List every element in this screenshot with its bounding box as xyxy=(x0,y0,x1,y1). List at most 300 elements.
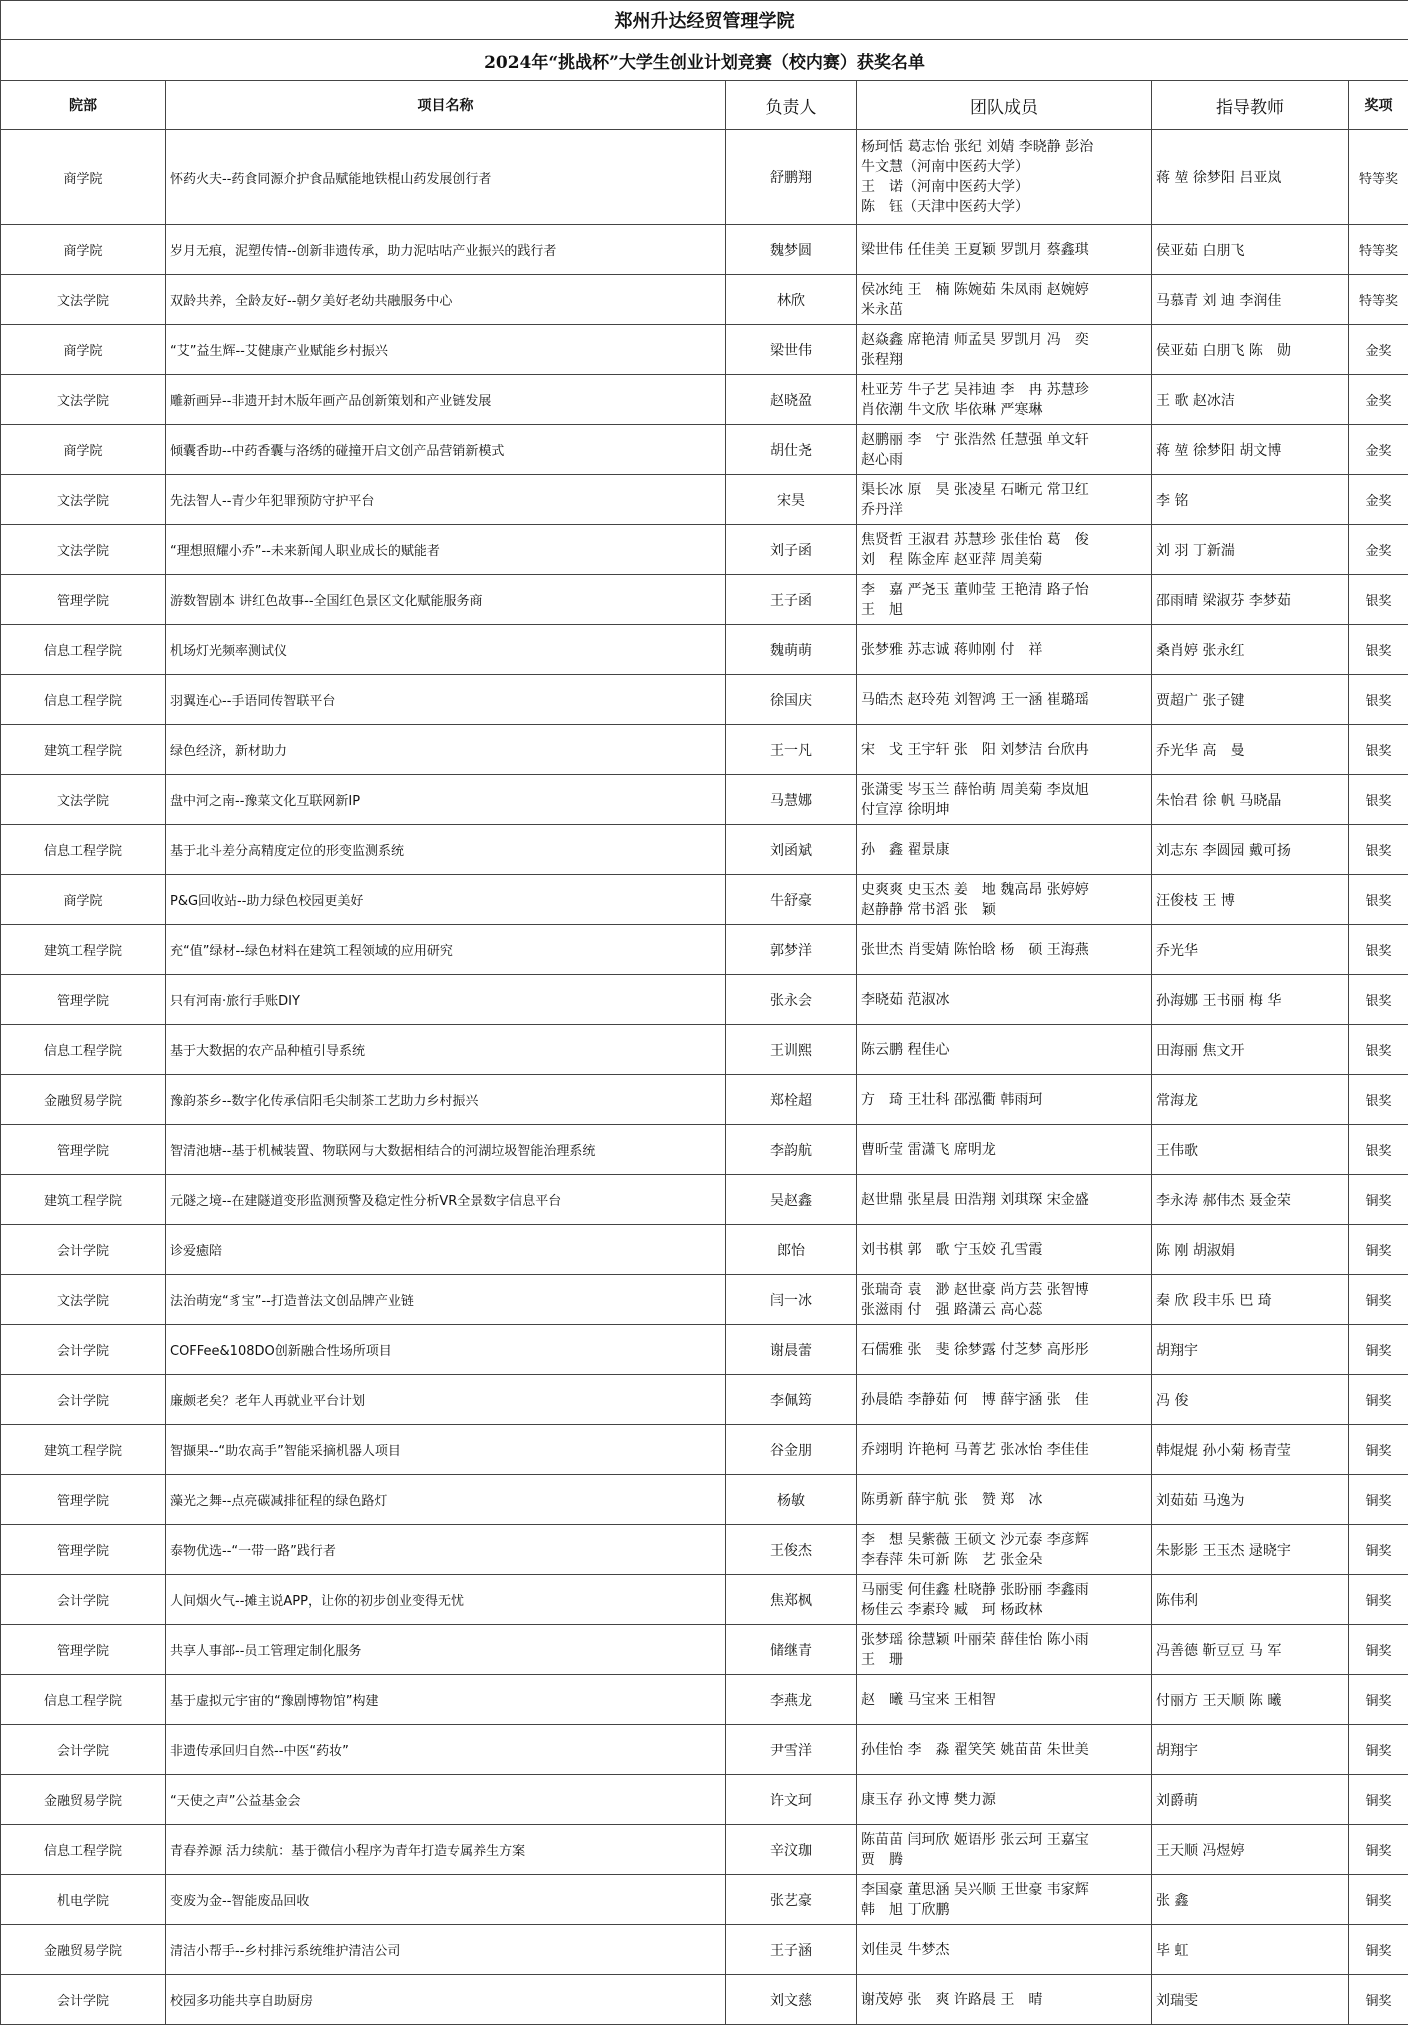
cell-team xyxy=(857,525,1152,575)
team-line: 王 诺（河南中医药大学） xyxy=(861,177,1147,197)
cell-project: 雕新画异--非遗开封木版年画产品创新策划和产业链发展 xyxy=(166,375,726,425)
table-row xyxy=(1,1275,1408,1325)
cell-dept: 信息工程学院 xyxy=(1,675,166,725)
cell-dept: 管理学院 xyxy=(1,1475,166,1525)
header-advisor: 指导教师 xyxy=(1152,81,1349,130)
table-row xyxy=(1,1075,1408,1125)
cell-dept: 信息工程学院 xyxy=(1,625,166,675)
cell-advisor: 桑肖婷 张永红 xyxy=(1152,625,1349,675)
team-line: 肖依潮 牛文欣 毕依琳 严寒琳 xyxy=(861,400,1147,420)
cell-dept: 信息工程学院 xyxy=(1,1025,166,1075)
cell-team xyxy=(857,875,1152,925)
cell-award: 特等奖 xyxy=(1349,275,1408,325)
cell-project: “理想照耀小乔”--未来新闻人职业成长的赋能者 xyxy=(166,525,726,575)
team-line: 宋 戈 王宇轩 张 阳 刘梦洁 台欣冉 xyxy=(861,740,1147,760)
cell-team xyxy=(857,1875,1152,1925)
cell-leader: 张艺豪 xyxy=(726,1875,857,1925)
team-line: 张潇雯 岑玉兰 薛怡萌 周美菊 李岚旭 xyxy=(861,780,1147,800)
team-line: 张滋雨 付 强 路潇云 高心蕊 xyxy=(861,1300,1147,1320)
cell-award: 银奖 xyxy=(1349,1075,1408,1125)
cell-team xyxy=(857,725,1152,775)
cell-leader: 王一凡 xyxy=(726,725,857,775)
header-dept: 院部 xyxy=(1,81,166,130)
team-line: 陈勇新 薛宇航 张 赞 郑 冰 xyxy=(861,1490,1147,1510)
cell-leader: 徐国庆 xyxy=(726,675,857,725)
cell-dept: 文法学院 xyxy=(1,275,166,325)
cell-advisor: 邵雨晴 梁淑芬 李梦茹 xyxy=(1152,575,1349,625)
cell-leader: 李佩筠 xyxy=(726,1375,857,1425)
team-line: 马丽雯 何佳鑫 杜晓静 张盼丽 李鑫雨 xyxy=(861,1580,1147,1600)
cell-dept: 金融贸易学院 xyxy=(1,1075,166,1125)
cell-award: 金奖 xyxy=(1349,375,1408,425)
cell-leader: 吴赵鑫 xyxy=(726,1175,857,1225)
cell-leader: 李韵航 xyxy=(726,1125,857,1175)
team-line: 孙晨皓 李静茹 何 博 薛宇涵 张 佳 xyxy=(861,1390,1147,1410)
team-line: 陈苗苗 闫珂欣 姬语彤 张云珂 王嘉宝 xyxy=(861,1830,1147,1850)
table-row xyxy=(1,825,1408,875)
cell-advisor: 韩焜焜 孙小菊 杨青莹 xyxy=(1152,1425,1349,1475)
team-line: 乔翊明 许艳柯 马菁艺 张冰怡 李佳佳 xyxy=(861,1440,1147,1460)
table-row xyxy=(1,1175,1408,1225)
cell-award: 铜奖 xyxy=(1349,1625,1408,1675)
team-line: 李国豪 董思涵 吴兴顺 王世豪 韦家辉 xyxy=(861,1880,1147,1900)
cell-team xyxy=(857,375,1152,425)
cell-award: 银奖 xyxy=(1349,875,1408,925)
cell-team xyxy=(857,1725,1152,1775)
cell-dept: 管理学院 xyxy=(1,1125,166,1175)
cell-advisor: 刘 羽 丁新湍 xyxy=(1152,525,1349,575)
table-row xyxy=(1,375,1408,425)
cell-advisor: 王伟歌 xyxy=(1152,1125,1349,1175)
team-line: 乔丹洋 xyxy=(861,500,1147,520)
cell-project: 怀药火夫--药食同源介护食品赋能地铁棍山药发展创行者 xyxy=(166,130,726,225)
cell-project: 青春养源 活力续航：基于微信小程序为青年打造专属养生方案 xyxy=(166,1825,726,1875)
team-line: 马皓杰 赵玲苑 刘智鸿 王一涵 崔璐瑶 xyxy=(861,690,1147,710)
cell-team xyxy=(857,1225,1152,1275)
cell-leader: 魏梦圆 xyxy=(726,225,857,275)
cell-dept: 文法学院 xyxy=(1,475,166,525)
cell-dept: 机电学院 xyxy=(1,1875,166,1925)
cell-dept: 商学院 xyxy=(1,225,166,275)
cell-advisor: 乔光华 xyxy=(1152,925,1349,975)
cell-team xyxy=(857,1525,1152,1575)
team-line: 刘 程 陈金库 赵亚萍 周美菊 xyxy=(861,550,1147,570)
cell-advisor: 朱怡君 徐 帆 马晓晶 xyxy=(1152,775,1349,825)
cell-award: 铜奖 xyxy=(1349,1525,1408,1575)
cell-award: 金奖 xyxy=(1349,525,1408,575)
table-row xyxy=(1,525,1408,575)
cell-project: 非遗传承回归自然--中医“药妆” xyxy=(166,1725,726,1775)
cell-leader: 马慧娜 xyxy=(726,775,857,825)
cell-leader: 谷金朋 xyxy=(726,1425,857,1475)
table-row xyxy=(1,775,1408,825)
cell-dept: 信息工程学院 xyxy=(1,1825,166,1875)
cell-project: COFFee&108DO创新融合性场所项目 xyxy=(166,1325,726,1375)
cell-dept: 管理学院 xyxy=(1,1525,166,1575)
table-row xyxy=(1,975,1408,1025)
cell-leader: 胡仕尧 xyxy=(726,425,857,475)
table-row xyxy=(1,1875,1408,1925)
table-row xyxy=(1,1675,1408,1725)
cell-dept: 文法学院 xyxy=(1,525,166,575)
cell-dept: 管理学院 xyxy=(1,1625,166,1675)
cell-leader: 张永会 xyxy=(726,975,857,1025)
table-row xyxy=(1,625,1408,675)
table-header xyxy=(1,81,1408,130)
cell-dept: 管理学院 xyxy=(1,575,166,625)
cell-team xyxy=(857,275,1152,325)
table-row xyxy=(1,225,1408,275)
cell-leader: 刘函斌 xyxy=(726,825,857,875)
cell-leader: 林欣 xyxy=(726,275,857,325)
cell-leader: 焦郑枫 xyxy=(726,1575,857,1625)
cell-leader: 储继青 xyxy=(726,1625,857,1675)
cell-leader: 闫一冰 xyxy=(726,1275,857,1325)
cell-project: 基于北斗差分高精度定位的形变监测系统 xyxy=(166,825,726,875)
table-row xyxy=(1,1925,1408,1975)
cell-dept: 管理学院 xyxy=(1,975,166,1025)
team-line: 李 想 吴紫薇 王硕文 沙元泰 李彦辉 xyxy=(861,1530,1147,1550)
team-line: 贾 腾 xyxy=(861,1850,1147,1870)
team-line: 赵焱鑫 席艳清 师孟昊 罗凯月 冯 奕 xyxy=(861,330,1147,350)
cell-leader: 郑栓超 xyxy=(726,1075,857,1125)
cell-dept: 会计学院 xyxy=(1,1725,166,1775)
cell-project: 泰物优选--“一带一路”践行者 xyxy=(166,1525,726,1575)
cell-award: 银奖 xyxy=(1349,675,1408,725)
cell-project: 羽翼连心--手语同传智联平台 xyxy=(166,675,726,725)
cell-team xyxy=(857,1325,1152,1375)
cell-advisor: 胡翔宇 xyxy=(1152,1325,1349,1375)
cell-award: 铜奖 xyxy=(1349,1375,1408,1425)
table-row xyxy=(1,1225,1408,1275)
cell-team xyxy=(857,225,1152,275)
cell-project: 廉颇老矣？老年人再就业平台计划 xyxy=(166,1375,726,1425)
cell-dept: 信息工程学院 xyxy=(1,825,166,875)
cell-team xyxy=(857,825,1152,875)
team-line: 康玉存 孙文博 樊力源 xyxy=(861,1790,1147,1810)
cell-leader: 王子涵 xyxy=(726,1925,857,1975)
cell-award: 特等奖 xyxy=(1349,225,1408,275)
table-body xyxy=(1,130,1408,2025)
table-row xyxy=(1,875,1408,925)
cell-project: 诊爱癒陪 xyxy=(166,1225,726,1275)
cell-award: 银奖 xyxy=(1349,625,1408,675)
team-line: 刘书棋 郭 歌 宁玉姣 孔雪霞 xyxy=(861,1240,1147,1260)
team-line: 张世杰 肖雯婧 陈怡晗 杨 硕 王海燕 xyxy=(861,940,1147,960)
table-row xyxy=(1,1975,1408,2025)
page-title: 郑州升达经贸管理学院 xyxy=(1,1,1408,40)
cell-team xyxy=(857,1775,1152,1825)
cell-leader: 许文珂 xyxy=(726,1775,857,1825)
cell-advisor: 汪俊枝 王 博 xyxy=(1152,875,1349,925)
table-row xyxy=(1,1025,1408,1075)
cell-team xyxy=(857,925,1152,975)
cell-leader: 王子函 xyxy=(726,575,857,625)
cell-project: 豫韵茶乡--数字化传承信阳毛尖制茶工艺助力乡村振兴 xyxy=(166,1075,726,1125)
cell-advisor: 田海丽 焦文开 xyxy=(1152,1025,1349,1075)
cell-dept: 金融贸易学院 xyxy=(1,1925,166,1975)
cell-team xyxy=(857,675,1152,725)
table-row xyxy=(1,325,1408,375)
cell-award: 银奖 xyxy=(1349,825,1408,875)
cell-project: 盘中河之南--豫菜文化互联网新IP xyxy=(166,775,726,825)
cell-advisor: 陈 刚 胡淑娟 xyxy=(1152,1225,1349,1275)
cell-award: 铜奖 xyxy=(1349,1425,1408,1475)
cell-advisor: 冯善德 靳豆豆 马 军 xyxy=(1152,1625,1349,1675)
cell-team xyxy=(857,1375,1152,1425)
table-row xyxy=(1,1125,1408,1175)
cell-leader: 刘文慈 xyxy=(726,1975,857,2025)
cell-team xyxy=(857,1925,1152,1975)
cell-team xyxy=(857,775,1152,825)
table-row xyxy=(1,725,1408,775)
cell-team xyxy=(857,1675,1152,1725)
cell-dept: 会计学院 xyxy=(1,1975,166,2025)
cell-project: 倾囊香助--中药香囊与洛绣的碰撞开启文创产品营销新模式 xyxy=(166,425,726,475)
cell-leader: 赵晓盈 xyxy=(726,375,857,425)
cell-advisor: 李 铭 xyxy=(1152,475,1349,525)
team-line: 王 旭 xyxy=(861,600,1147,620)
cell-dept: 会计学院 xyxy=(1,1375,166,1425)
cell-award: 银奖 xyxy=(1349,1125,1408,1175)
table-row xyxy=(1,1725,1408,1775)
team-line: 王 珊 xyxy=(861,1650,1147,1670)
cell-award: 银奖 xyxy=(1349,775,1408,825)
cell-award: 银奖 xyxy=(1349,725,1408,775)
cell-advisor: 常海龙 xyxy=(1152,1075,1349,1125)
cell-dept: 文法学院 xyxy=(1,775,166,825)
cell-advisor: 蒋 堃 徐梦阳 胡文博 xyxy=(1152,425,1349,475)
cell-dept: 会计学院 xyxy=(1,1575,166,1625)
table-row xyxy=(1,275,1408,325)
cell-project: 人间烟火气--摊主说APP，让你的初步创业变得无忧 xyxy=(166,1575,726,1625)
table-row xyxy=(1,1525,1408,1575)
cell-award: 铜奖 xyxy=(1349,1675,1408,1725)
cell-project: 智清池塘--基于机械装置、物联网与大数据相结合的河湖垃圾智能治理系统 xyxy=(166,1125,726,1175)
cell-team xyxy=(857,1575,1152,1625)
table-row xyxy=(1,130,1408,225)
table-row xyxy=(1,1575,1408,1625)
cell-dept: 商学院 xyxy=(1,875,166,925)
team-line: 赵心雨 xyxy=(861,450,1147,470)
page-subtitle: 2024年“挑战杯”大学生创业计划竞赛（校内赛）获奖名单 xyxy=(1,40,1408,81)
cell-award: 银奖 xyxy=(1349,925,1408,975)
team-line: 赵鹏丽 李 宁 张浩然 任慧强 单文轩 xyxy=(861,430,1147,450)
cell-advisor: 朱影影 王玉杰 逯晓宇 xyxy=(1152,1525,1349,1575)
cell-team xyxy=(857,1975,1152,2025)
cell-dept: 建筑工程学院 xyxy=(1,925,166,975)
cell-award: 铜奖 xyxy=(1349,1175,1408,1225)
cell-advisor: 乔光华 高 曼 xyxy=(1152,725,1349,775)
team-line: 赵静静 常书滔 张 颖 xyxy=(861,900,1147,920)
cell-leader: 魏萌萌 xyxy=(726,625,857,675)
team-line: 韩 旭 丁欣鹏 xyxy=(861,1900,1147,1920)
cell-advisor: 刘茹茹 马逸为 xyxy=(1152,1475,1349,1525)
team-line: 张梦瑶 徐慧颖 叶丽荣 薛佳怡 陈小雨 xyxy=(861,1630,1147,1650)
team-line: 李晓茹 范淑冰 xyxy=(861,990,1147,1010)
header-leader: 负责人 xyxy=(726,81,857,130)
table-row xyxy=(1,925,1408,975)
cell-advisor: 王天顺 冯煜婷 xyxy=(1152,1825,1349,1875)
cell-advisor: 侯亚茹 白朋飞 陈 勋 xyxy=(1152,325,1349,375)
cell-award: 金奖 xyxy=(1349,425,1408,475)
cell-award: 铜奖 xyxy=(1349,1575,1408,1625)
cell-leader: 王训熙 xyxy=(726,1025,857,1075)
cell-leader: 刘子函 xyxy=(726,525,857,575)
team-line: 曹昕莹 雷潇飞 席明龙 xyxy=(861,1140,1147,1160)
team-line: 赵世鼎 张星晨 田浩翔 刘琪琛 宋金盛 xyxy=(861,1190,1147,1210)
team-line: 渠长冰 原 昊 张凌星 石晰元 常卫红 xyxy=(861,480,1147,500)
table-row xyxy=(1,1425,1408,1475)
team-line: 付宣淳 徐明坤 xyxy=(861,800,1147,820)
cell-project: “天使之声”公益基金会 xyxy=(166,1775,726,1825)
cell-team xyxy=(857,1275,1152,1325)
team-line: 米永茁 xyxy=(861,300,1147,320)
cell-award: 银奖 xyxy=(1349,1025,1408,1075)
cell-project: 只有河南·旅行手账DIY xyxy=(166,975,726,1025)
team-line: 杨佳云 李素玲 臧 珂 杨政林 xyxy=(861,1600,1147,1620)
cell-team xyxy=(857,575,1152,625)
table-row xyxy=(1,575,1408,625)
table-row xyxy=(1,675,1408,725)
cell-award: 铜奖 xyxy=(1349,1725,1408,1775)
cell-team xyxy=(857,625,1152,675)
cell-team xyxy=(857,130,1152,225)
cell-project: 基于大数据的农产品种植引导系统 xyxy=(166,1025,726,1075)
cell-dept: 商学院 xyxy=(1,425,166,475)
cell-award: 特等奖 xyxy=(1349,130,1408,225)
cell-team xyxy=(857,1025,1152,1075)
cell-advisor: 秦 欣 段丰乐 巴 琦 xyxy=(1152,1275,1349,1325)
cell-dept: 会计学院 xyxy=(1,1225,166,1275)
team-line: 谢茂婷 张 爽 许路晨 王 晴 xyxy=(861,1990,1147,2010)
cell-project: 游数智剧本 讲红色故事--全国红色景区文化赋能服务商 xyxy=(166,575,726,625)
team-line: 侯冰纯 王 楠 陈婉茹 朱凤雨 赵婉婷 xyxy=(861,280,1147,300)
cell-award: 铜奖 xyxy=(1349,1875,1408,1925)
cell-dept: 商学院 xyxy=(1,130,166,225)
team-line: 梁世伟 任佳美 王夏颖 罗凯月 蔡鑫琪 xyxy=(861,240,1147,260)
cell-advisor: 马慕青 刘 迪 李润佳 xyxy=(1152,275,1349,325)
cell-leader: 王俊杰 xyxy=(726,1525,857,1575)
cell-leader: 宋昊 xyxy=(726,475,857,525)
cell-project: 元隧之境--在建隧道变形监测预警及稳定性分析VR全景数字信息平台 xyxy=(166,1175,726,1225)
cell-project: 基于虚拟元宇宙的“豫剧博物馆”构建 xyxy=(166,1675,726,1725)
team-line: 方 琦 王壮科 邵泓衢 韩雨珂 xyxy=(861,1090,1147,1110)
cell-advisor: 刘爵萌 xyxy=(1152,1775,1349,1825)
cell-award: 铜奖 xyxy=(1349,1225,1408,1275)
team-line: 杨珂恬 葛志怡 张纪 刘婧 李晓静 彭治 xyxy=(861,137,1147,157)
cell-award: 银奖 xyxy=(1349,575,1408,625)
cell-award: 铜奖 xyxy=(1349,1925,1408,1975)
team-line: 焦贤哲 王淑君 苏慧珍 张佳怡 葛 俊 xyxy=(861,530,1147,550)
cell-project: 校园多功能共享自助厨房 xyxy=(166,1975,726,2025)
cell-leader: 舒鹏翔 xyxy=(726,130,857,225)
team-line: 史爽爽 史玉杰 姜 地 魏高昂 张婷婷 xyxy=(861,880,1147,900)
cell-advisor: 胡翔宇 xyxy=(1152,1725,1349,1775)
cell-advisor: 侯亚茹 白朋飞 xyxy=(1152,225,1349,275)
cell-dept: 信息工程学院 xyxy=(1,1675,166,1725)
team-line: 张瑞奇 袁 渺 赵世豪 尚方芸 张智博 xyxy=(861,1280,1147,1300)
cell-award: 铜奖 xyxy=(1349,1275,1408,1325)
cell-dept: 建筑工程学院 xyxy=(1,725,166,775)
cell-project: “艾”益生辉--艾健康产业赋能乡村振兴 xyxy=(166,325,726,375)
cell-dept: 商学院 xyxy=(1,325,166,375)
cell-dept: 会计学院 xyxy=(1,1325,166,1375)
cell-dept: 文法学院 xyxy=(1,375,166,425)
cell-project: 充“值”绿材--绿色材料在建筑工程领域的应用研究 xyxy=(166,925,726,975)
cell-award: 铜奖 xyxy=(1349,1475,1408,1525)
team-line: 牛文慧（河南中医药大学） xyxy=(861,157,1147,177)
header-award: 奖项 xyxy=(1349,81,1408,130)
cell-leader: 李燕龙 xyxy=(726,1675,857,1725)
table-row xyxy=(1,1775,1408,1825)
cell-advisor: 张 鑫 xyxy=(1152,1875,1349,1925)
team-line: 孙 鑫 翟景康 xyxy=(861,840,1147,860)
cell-advisor: 刘瑞雯 xyxy=(1152,1975,1349,2025)
cell-team xyxy=(857,1625,1152,1675)
cell-advisor: 王 歌 赵冰洁 xyxy=(1152,375,1349,425)
cell-leader: 郭梦洋 xyxy=(726,925,857,975)
cell-award: 金奖 xyxy=(1349,325,1408,375)
cell-project: 变废为金--智能废品回收 xyxy=(166,1875,726,1925)
table-row xyxy=(1,1325,1408,1375)
cell-team xyxy=(857,425,1152,475)
cell-team xyxy=(857,1075,1152,1125)
team-line: 张梦雅 苏志诚 蒋帅刚 付 祥 xyxy=(861,640,1147,660)
table-row xyxy=(1,1375,1408,1425)
cell-team xyxy=(857,1475,1152,1525)
team-line: 李 嘉 严尧玉 董帅莹 王艳清 路子怡 xyxy=(861,580,1147,600)
team-line: 李春萍 朱可新 陈 艺 张金朵 xyxy=(861,1550,1147,1570)
cell-advisor: 蒋 堃 徐梦阳 吕亚岚 xyxy=(1152,130,1349,225)
team-line: 赵 曦 马宝来 王相智 xyxy=(861,1690,1147,1710)
cell-advisor: 毕 虹 xyxy=(1152,1925,1349,1975)
cell-advisor: 刘志东 李圆园 戴可扬 xyxy=(1152,825,1349,875)
team-line: 张程翔 xyxy=(861,350,1147,370)
cell-dept: 金融贸易学院 xyxy=(1,1775,166,1825)
cell-project: 机场灯光频率测试仪 xyxy=(166,625,726,675)
cell-leader: 梁世伟 xyxy=(726,325,857,375)
team-line: 石儒雅 张 斐 徐梦露 付芝梦 高彤彤 xyxy=(861,1340,1147,1360)
cell-project: 绿色经济，新材助力 xyxy=(166,725,726,775)
cell-advisor: 孙海娜 王书丽 梅 华 xyxy=(1152,975,1349,1025)
team-line: 刘佳灵 牛梦杰 xyxy=(861,1940,1147,1960)
cell-team xyxy=(857,1825,1152,1875)
cell-team xyxy=(857,1425,1152,1475)
cell-team xyxy=(857,475,1152,525)
cell-project: 岁月无痕，泥塑传情--创新非遗传承，助力泥咕咕产业振兴的践行者 xyxy=(166,225,726,275)
cell-award: 铜奖 xyxy=(1349,1325,1408,1375)
table-row xyxy=(1,1475,1408,1525)
table-row xyxy=(1,1825,1408,1875)
header-project: 项目名称 xyxy=(166,81,726,130)
cell-leader: 郎怡 xyxy=(726,1225,857,1275)
cell-dept: 建筑工程学院 xyxy=(1,1425,166,1475)
cell-team xyxy=(857,1125,1152,1175)
table-row xyxy=(1,475,1408,525)
table-row xyxy=(1,1625,1408,1675)
cell-dept: 文法学院 xyxy=(1,1275,166,1325)
cell-project: 法治萌宠“豸宝”--打造普法文创品牌产业链 xyxy=(166,1275,726,1325)
team-line: 孙佳怡 李 淼 翟笑笑 姚苗苗 朱世美 xyxy=(861,1740,1147,1760)
header-team: 团队成员 xyxy=(857,81,1152,130)
cell-team xyxy=(857,1175,1152,1225)
cell-advisor: 陈伟利 xyxy=(1152,1575,1349,1625)
cell-leader: 杨敏 xyxy=(726,1475,857,1525)
cell-project: 共享人事部--员工管理定制化服务 xyxy=(166,1625,726,1675)
cell-award: 铜奖 xyxy=(1349,1825,1408,1875)
cell-team xyxy=(857,975,1152,1025)
